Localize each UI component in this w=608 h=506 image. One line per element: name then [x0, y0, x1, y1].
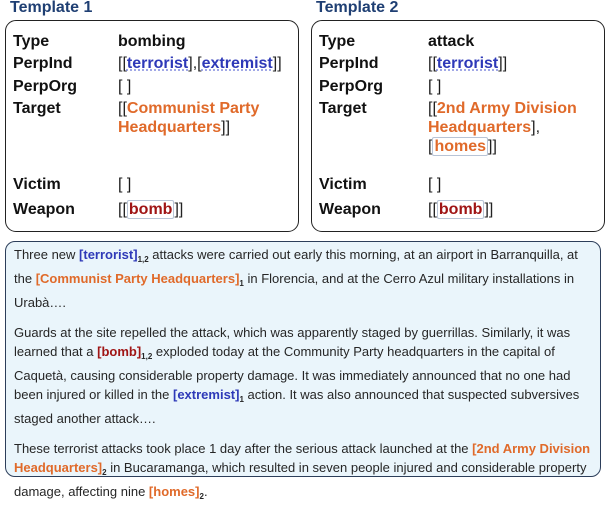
template-index: 1	[239, 279, 244, 288]
entity-weapon: [bomb]	[97, 344, 142, 359]
bracket: ],	[531, 119, 541, 136]
source-document	[5, 241, 601, 501]
template-index: 2	[199, 492, 204, 501]
field-weapon-value	[428, 200, 493, 219]
bracket: ]]	[484, 201, 494, 218]
field-perpind-value	[428, 54, 507, 73]
field-perporg-key: PerpOrg	[319, 78, 384, 95]
bracket: [[	[428, 100, 437, 117]
field-type-key: Type	[319, 33, 356, 50]
field-target-value-cont2	[428, 137, 497, 156]
template-index: 1	[239, 395, 244, 404]
entity-target: homes	[434, 138, 487, 155]
template-index: 1,2	[141, 352, 153, 361]
field-target-value-cont	[428, 118, 540, 137]
entity-perpetrator: terrorist	[126, 55, 189, 72]
template-index: 2	[102, 468, 107, 477]
field-perpind-value	[118, 54, 282, 73]
entity-target: [homes]	[148, 484, 200, 499]
entity-weapon: bomb	[438, 201, 483, 218]
document-paragraph-3	[14, 439, 592, 506]
bracket: ]]	[221, 119, 231, 136]
field-victim-key: Victim	[319, 176, 367, 193]
field-perpind-key: PerpInd	[13, 55, 73, 72]
field-victim-value: [ ]	[118, 176, 132, 193]
document-paragraph-1	[14, 245, 592, 312]
document-text: Three new	[14, 247, 80, 262]
entity-target: [Communist Party Headquarters]	[35, 271, 240, 286]
field-type-value: attack	[428, 33, 475, 50]
entity-target: Communist Party	[126, 100, 260, 117]
entity-weapon: bomb	[128, 201, 173, 218]
document-text: in Bucaramanga, which resulted in seven people injured and considerable property damage, affecting nine	[14, 460, 587, 499]
field-perporg-key: PerpOrg	[13, 78, 78, 95]
bracket: ]]	[488, 138, 497, 155]
template-2-title: Template 2	[316, 0, 399, 16]
bracket: ]]	[272, 55, 282, 72]
field-target-value	[428, 99, 577, 118]
field-perporg-value: [ ]	[118, 78, 132, 95]
bracket: [[	[118, 100, 127, 117]
field-weapon-value	[118, 200, 183, 219]
template-2-box	[311, 20, 605, 232]
field-perpind-key: PerpInd	[319, 55, 379, 72]
document-paragraph-2	[14, 323, 592, 428]
bracket: [[	[428, 201, 437, 218]
document-text: Guards at the site repelled the attack, which was apparently staged by guerrillas. Similarly, it was learned that a	[14, 325, 571, 359]
bracket: ],[	[188, 55, 202, 72]
field-victim-value: [ ]	[428, 176, 442, 193]
bracket: ]]	[174, 201, 184, 218]
entity-perpetrator: terrorist	[436, 55, 499, 72]
entity-perpetrator: extremist	[201, 55, 273, 72]
template-1-title: Template 1	[10, 0, 93, 16]
document-text: action. It was also announced that suspected subversives staged another attack….	[14, 387, 580, 426]
bracket: ]]	[498, 55, 508, 72]
field-weapon-key: Weapon	[13, 201, 75, 218]
template-index: 1,2	[137, 255, 149, 264]
field-weapon-key: Weapon	[319, 201, 381, 218]
field-target-key: Target	[319, 100, 367, 117]
field-type-value: bombing	[118, 33, 186, 50]
document-text: in Florencia, and at the Cerro Azul military installations in Urabà….	[14, 271, 575, 310]
bracket: [[	[118, 201, 127, 218]
field-victim-key: Victim	[13, 176, 61, 193]
entity-perpetrator: [extremist]	[173, 387, 240, 402]
field-target-key: Target	[13, 100, 61, 117]
entity-perpetrator: [terrorist]	[79, 247, 138, 262]
bracket: [[	[118, 55, 127, 72]
bracket: [	[428, 138, 433, 155]
field-target-value	[118, 99, 259, 118]
bracket: [[	[428, 55, 437, 72]
document-text: .	[203, 484, 208, 499]
entity-target: 2nd Army Division	[436, 100, 577, 117]
document-text: exploded today at the Community Party headquarters in the capital of Caquetà, causing considerable property damage. It was immediately announced that no one had been injured or killed in the	[14, 344, 571, 402]
entity-target: Headquarters	[428, 119, 532, 136]
entity-target: Headquarters	[118, 119, 222, 136]
field-perporg-value: [ ]	[428, 78, 442, 95]
field-target-value-cont	[118, 118, 230, 137]
entity-target: [2nd Army Division Headquarters]	[14, 441, 591, 475]
field-type-key: Type	[13, 33, 50, 50]
document-text: attacks were carried out early this morning, at an airport in Barranquilla, at the	[14, 247, 578, 286]
document-text: These terrorist attacks took place 1 day after the serious attack launched at the	[14, 441, 473, 456]
template-1-box	[5, 20, 299, 232]
